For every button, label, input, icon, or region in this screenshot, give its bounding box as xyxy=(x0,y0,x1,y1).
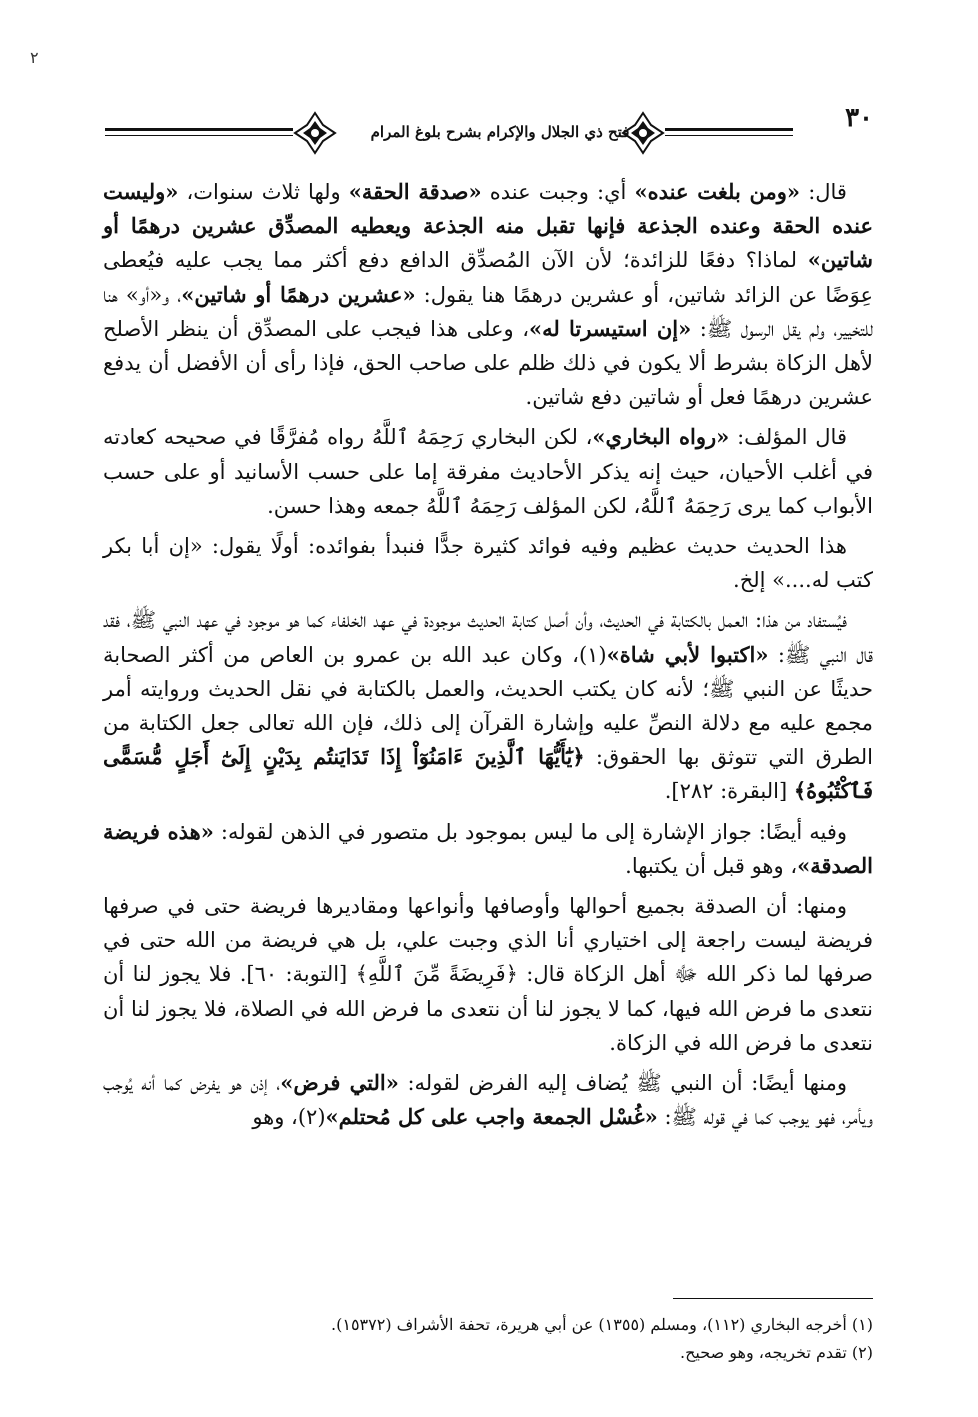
quoted-text: «إن استيسرتا له» xyxy=(529,315,692,341)
paragraph xyxy=(103,175,873,414)
text-run: (١)، وكان عبد الله بن عمرو بن العاص من أكثر الصحابة حديثًا عن النبي ﷺ؛ لأنه كان يكتب الحديث، والعمل بالكتابة في نقل الحديث وروايته أمر مجمع عليه مع دلالة النصِّ عليه وإشارة القرآن إلى ذلك، فإن الله تعالى جعل الكتابة من الطرق التي تتوثق بها الحقوق: xyxy=(103,642,873,770)
text-run: ، وعلى هذا فيجب على المصدِّق أن ينظر الأصلح لأهل الزكاة بشرط ألا يكون في ذلك ظلم على صاحب الحق، فإذا رأى أن الأفضل أن يدفع عشرين درهمًا فعل أو شاتين دفع شاتين. xyxy=(103,316,873,410)
quoted-text: «ومن بلغت عنده» xyxy=(634,179,801,204)
paragraph xyxy=(103,420,873,523)
quoted-text: «صدقة الحقة» xyxy=(348,179,482,204)
text-run: هذا الحديث حديث عظيم وفيه فوائد كثيرة جدًّا فنبدأ بفوائده: أولًا يقول: «إن أبا بكر كتب له....» إلخ. xyxy=(103,534,873,593)
footnote-separator xyxy=(673,1298,873,1299)
ornament-left-icon xyxy=(293,111,337,155)
text-run: ، إذن هو يفرض كما أنه يُوجب ويأمر، فهو يوجب كما في قوله ﷺ: xyxy=(103,1071,873,1130)
paragraph xyxy=(103,815,873,883)
paragraph xyxy=(103,889,873,1060)
quoted-text: «اكتبوا لأبي شاة» xyxy=(606,641,769,667)
running-title: فتح ذي الجلال والإكرام بشرح بلوغ المرام xyxy=(370,123,630,141)
quoted-text: «التي فرض» xyxy=(280,1070,399,1096)
quoted-text: «هذه فريضة الصدقة» xyxy=(103,818,873,878)
text-run: ومنها: أن الصدقة بجميع أحوالها وأوصافها وأنواعها ومقاديرها فريضة حتى في صرفها فريضة ليست راجعة إلى اختياري أنا الذي وجبت علي، بل هي فريضة من الله حتى في صرفها لما ذكر الله ﷻ أهل الزكاة قال: ﴿فَرِيضَةً مِّنَ ٱللَّهِ﴾ [التوبة: ٦٠]. فلا يجوز لنا أن نتعدى ما فرض الله فيها، كما لا يجوز لنا أن نتعدى ما فرض الله في الصلاة، فلا يجوز لنا أن نتعدى ما فرض الله في الزكاة. xyxy=(103,894,873,1055)
text-run: قال: xyxy=(800,180,847,204)
text-run: أي: وجبت عنده xyxy=(481,180,635,204)
text-run: قال المؤلف: xyxy=(729,425,847,450)
text-run: ولها ثلاث سنوات، xyxy=(178,180,349,204)
header-rule-right-thin xyxy=(665,135,793,136)
quoted-text: «غُسْل الجمعة واجب على كل مُحتلم» xyxy=(325,1104,658,1130)
text-run: [البقرة: ٢٨٢]. xyxy=(664,779,794,804)
header-rule-right xyxy=(665,128,793,131)
page-header xyxy=(105,103,873,163)
header-rule-left xyxy=(105,128,293,131)
quoted-text: «وليست عنده الحقة وعنده الجذعة فإنها تقبل منه الجذعة ويعطيه المصدِّق عشرين درهمًا أو شاتين» xyxy=(103,179,873,273)
quoted-text: ﴿يَٰٓأَيُّهَا ٱلَّذِينَ ءَامَنُوٓاْ إِذَا تَدَايَنتُم بِدَيْنٍ إِلَىٰٓ أَجَلٍ مُّسَمًّى فَٱكْتُبُوهُ﴾ xyxy=(103,744,873,804)
text-run: ، و«أو» هنا للتخيير، ولم يقل الرسول ﷺ: xyxy=(103,282,873,341)
text-run: (٢)، وهو xyxy=(252,1105,326,1130)
text-run: لماذا؟ دفعًا للزائدة؛ لأن الآن المُصدِّق الدافع دفع أكثر مما يجب عليه فيُعطى عِوَضًا عن الزائد شاتين، أو عشرين درهمًا هنا يقول: xyxy=(103,248,874,307)
footnote: (٢) تقدم تخريجه، وهو صحيح. xyxy=(680,1343,873,1362)
header-rule-left-thin xyxy=(105,135,293,136)
page-number: ٣٠ xyxy=(845,103,873,133)
paragraph xyxy=(103,603,873,808)
main-text xyxy=(103,175,873,1140)
footnotes xyxy=(103,1298,873,1367)
text-run: فيُستفاد من هذا: العمل بالكتابة في الحديث، وأن أصل كتابة الحديث موجودة في عهد الخلفاء كما هو موجود في عهد النبي ﷺ، فقد قال النبي ﷺ: xyxy=(103,608,873,667)
paragraph xyxy=(103,529,873,597)
quoted-text: «رواه البخاري» xyxy=(592,424,730,450)
text-run: وفيه أيضًا: جواز الإشارة إلى ما ليس بموجود بل متصور في الذهن لقوله: xyxy=(213,819,848,844)
text-run: ومنها أيضًا: أن النبي ﷺ يُضاف إليه الفرض لقوله: xyxy=(398,1071,847,1096)
footnote: (١) أخرجه البخاري (١١٢)، ومسلم (١٣٥٥) عن أبي هريرة، تحفة الأشراف (١٥٣٧٢). xyxy=(331,1315,873,1334)
text-run: ، لكن البخاري رَحِمَهُ ٱللَّهُ رواه مُفرَّقًا في صحيحه كعادته في أغلب الأحيان، حيث إنه يذكر الأحاديث مفرقة إما على حسب الأسانيد أو على حسب الأبواب كما يرى رَحِمَهُ ٱللَّهُ، لكن المؤلف رَحِمَهُ ٱللَّهُ جمعه وهذا حسن. xyxy=(103,425,873,518)
text-run: ، وهو قبل أن يكتبها. xyxy=(625,853,798,878)
paragraph xyxy=(103,1066,873,1134)
quoted-text: «عشرين درهمًا أو شاتين» xyxy=(181,281,416,307)
corner-mark: ٢ xyxy=(30,48,39,67)
